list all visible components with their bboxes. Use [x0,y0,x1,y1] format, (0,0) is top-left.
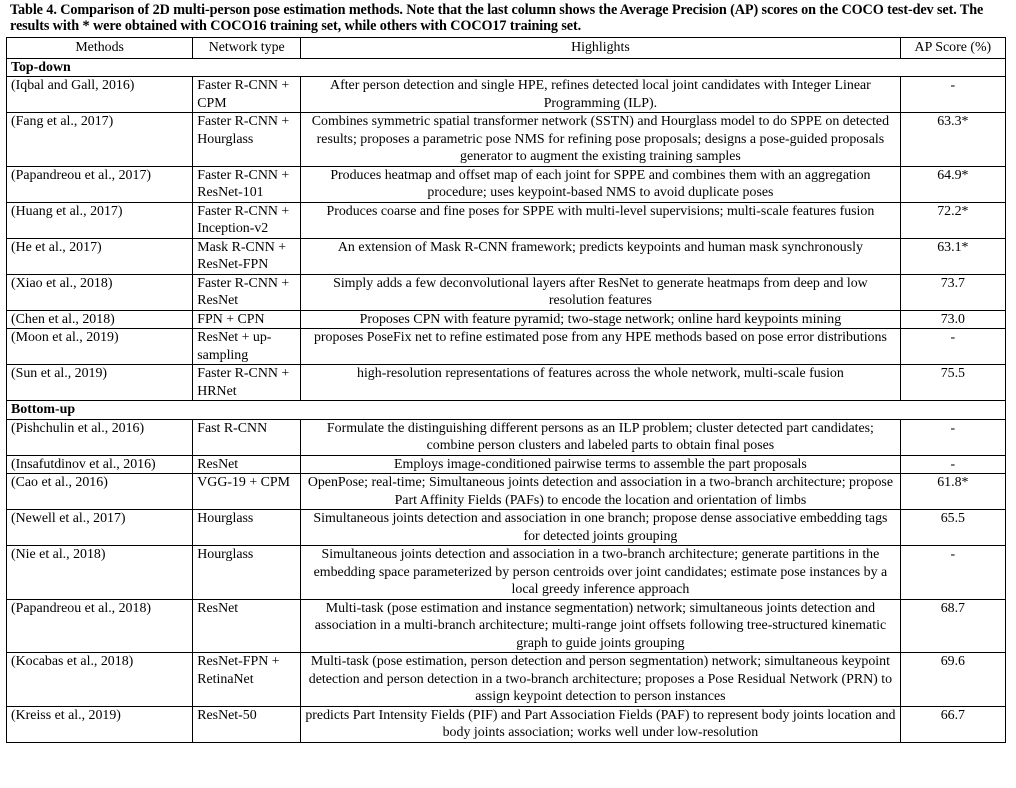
table-row [7,329,1006,365]
table-row [7,706,1006,742]
ap-score-cell: 72.2* [900,202,1005,238]
highlights-cell: Simultaneous joints detection and association in a two-branch architecture; generate partitions in the embedding space parameterized by person centroids over joint candidates; estimate pose instances by a local greedy inference approach [301,546,901,600]
table-row [7,77,1006,113]
method-cell[interactable]: (Iqbal and Gall, 2016) [7,77,193,113]
network-type-cell: Faster R-CNN + ResNet-101 [193,166,301,202]
ap-score-cell: - [900,419,1005,455]
network-type-cell: Faster R-CNN + Hourglass [193,113,301,167]
ap-score-cell: 64.9* [900,166,1005,202]
method-cell[interactable]: (Chen et al., 2018) [7,310,193,329]
ap-score-cell: 61.8* [900,474,1005,510]
network-type-cell: Fast R-CNN [193,419,301,455]
highlights-cell: Employs image-conditioned pairwise terms to assemble the part proposals [301,455,901,474]
method-cell[interactable]: (Papandreou et al., 2018) [7,599,193,653]
network-type-cell: Hourglass [193,510,301,546]
method-cell[interactable]: (Xiao et al., 2018) [7,274,193,310]
network-type-cell: Hourglass [193,546,301,600]
method-cell[interactable]: (Newell et al., 2017) [7,510,193,546]
highlights-cell: Simultaneous joints detection and association in one branch; propose dense associative embedding tags for detected joints grouping [301,510,901,546]
method-cell[interactable]: (Kocabas et al., 2018) [7,653,193,707]
highlights-cell: Produces heatmap and offset map of each joint for SPPE and combines them with an aggregation procedure; uses keypoint-based NMS to avoid duplicate poses [301,166,901,202]
method-cell[interactable]: (Nie et al., 2018) [7,546,193,600]
ap-score-cell: - [900,455,1005,474]
network-type-cell: ResNet-FPN + RetinaNet [193,653,301,707]
highlights-cell: predicts Part Intensity Fields (PIF) and Part Association Fields (PAF) to represent body joints location and body joints association; works well under low-resolution [301,706,901,742]
highlights-cell: OpenPose; real-time; Simultaneous joints detection and association in a two-branch architecture; propose Part Affinity Fields (PAFs) to encode the location and orientation of limbs [301,474,901,510]
ap-score-cell: 73.7 [900,274,1005,310]
section-title: Top-down [7,58,1006,77]
ap-score-cell: 73.0 [900,310,1005,329]
method-cell[interactable]: (Insafutdinov et al., 2016) [7,455,193,474]
comparison-table [6,37,1006,743]
method-cell[interactable]: (Cao et al., 2016) [7,474,193,510]
highlights-cell: proposes PoseFix net to refine estimated pose from any HPE methods based on pose error distributions [301,329,901,365]
method-cell[interactable]: (Moon et al., 2019) [7,329,193,365]
table-row [7,510,1006,546]
highlights-cell: An extension of Mask R-CNN framework; predicts keypoints and human mask synchronously [301,238,901,274]
table-row [7,274,1006,310]
method-cell[interactable]: (Huang et al., 2017) [7,202,193,238]
highlights-cell: Formulate the distinguishing different persons as an ILP problem; cluster detected part candidates; combine person clusters and labeled parts to obtain final poses [301,419,901,455]
method-cell[interactable]: (He et al., 2017) [7,238,193,274]
header-methods: Methods [7,38,193,59]
table-row [7,310,1006,329]
network-type-cell: FPN + CPN [193,310,301,329]
table-row [7,202,1006,238]
network-type-cell: ResNet [193,455,301,474]
method-cell[interactable]: (Kreiss et al., 2019) [7,706,193,742]
highlights-cell: Simply adds a few deconvolutional layers after ResNet to generate heatmaps from deep and low resolution features [301,274,901,310]
highlights-cell: After person detection and single HPE, refines detected local joint candidates with Integer Linear Programming (ILP). [301,77,901,113]
ap-score-cell: 63.3* [900,113,1005,167]
ap-score-cell: - [900,77,1005,113]
network-type-cell: Faster R-CNN + CPM [193,77,301,113]
ap-score-cell: 68.7 [900,599,1005,653]
network-type-cell: Mask R-CNN + ResNet-FPN [193,238,301,274]
ap-score-cell: 65.5 [900,510,1005,546]
network-type-cell: VGG-19 + CPM [193,474,301,510]
table-row [7,238,1006,274]
table-row [7,365,1006,401]
network-type-cell: ResNet [193,599,301,653]
table-row [7,166,1006,202]
network-type-cell: ResNet + up-sampling [193,329,301,365]
section-header-row [7,401,1006,420]
table-row [7,546,1006,600]
highlights-cell: Produces coarse and fine poses for SPPE with multi-level supervisions; multi-scale features fusion [301,202,901,238]
network-type-cell: Faster R-CNN + Inception-v2 [193,202,301,238]
table-row [7,474,1006,510]
network-type-cell: Faster R-CNN + ResNet [193,274,301,310]
ap-score-cell: 66.7 [900,706,1005,742]
ap-score-cell: 69.6 [900,653,1005,707]
table-row [7,113,1006,167]
highlights-cell: Multi-task (pose estimation, person detection and person segmentation) network; simultaneous keypoint detection and person detection in a two-branch architecture; proposes a Pose Residual Network (PRN) to assign keypoint detection to person instances [301,653,901,707]
highlights-cell: high-resolution representations of features across the whole network, multi-scale fusion [301,365,901,401]
header-network-type: Network type [193,38,301,59]
highlights-cell: Combines symmetric spatial transformer network (SSTN) and Hourglass model to do SPPE on detected results; proposes a parametric pose NMS for refining pose proposals; designs a pose-guided proposals generator to augment the existing training samples [301,113,901,167]
highlights-cell: Proposes CPN with feature pyramid; two-stage network; online hard keypoints mining [301,310,901,329]
section-title: Bottom-up [7,401,1006,420]
method-cell[interactable]: (Pishchulin et al., 2016) [7,419,193,455]
method-cell[interactable]: (Fang et al., 2017) [7,113,193,167]
method-cell[interactable]: (Papandreou et al., 2017) [7,166,193,202]
header-highlights: Highlights [301,38,901,59]
ap-score-cell: 75.5 [900,365,1005,401]
header-ap-score: AP Score (%) [900,38,1005,59]
header-row [7,38,1006,59]
ap-score-cell: - [900,546,1005,600]
table-row [7,455,1006,474]
method-cell[interactable]: (Sun et al., 2019) [7,365,193,401]
section-header-row [7,58,1006,77]
table-row [7,419,1006,455]
table-caption: Table 4. Comparison of 2D multi-person pose estimation methods. Note that the last column shows the Average Precision (AP) scores on the COCO test-dev set. The results with * were obtained with COCO16 training set, while others with COCO17 training set. [10,2,984,34]
table-row [7,599,1006,653]
highlights-cell: Multi-task (pose estimation and instance segmentation) network; simultaneous joints detection and association in a multi-branch architecture; multi-range joint offsets following tree-structured kinematic graph to guide joints grouping [301,599,901,653]
ap-score-cell: 63.1* [900,238,1005,274]
network-type-cell: Faster R-CNN + HRNet [193,365,301,401]
table-row [7,653,1006,707]
ap-score-cell: - [900,329,1005,365]
network-type-cell: ResNet-50 [193,706,301,742]
